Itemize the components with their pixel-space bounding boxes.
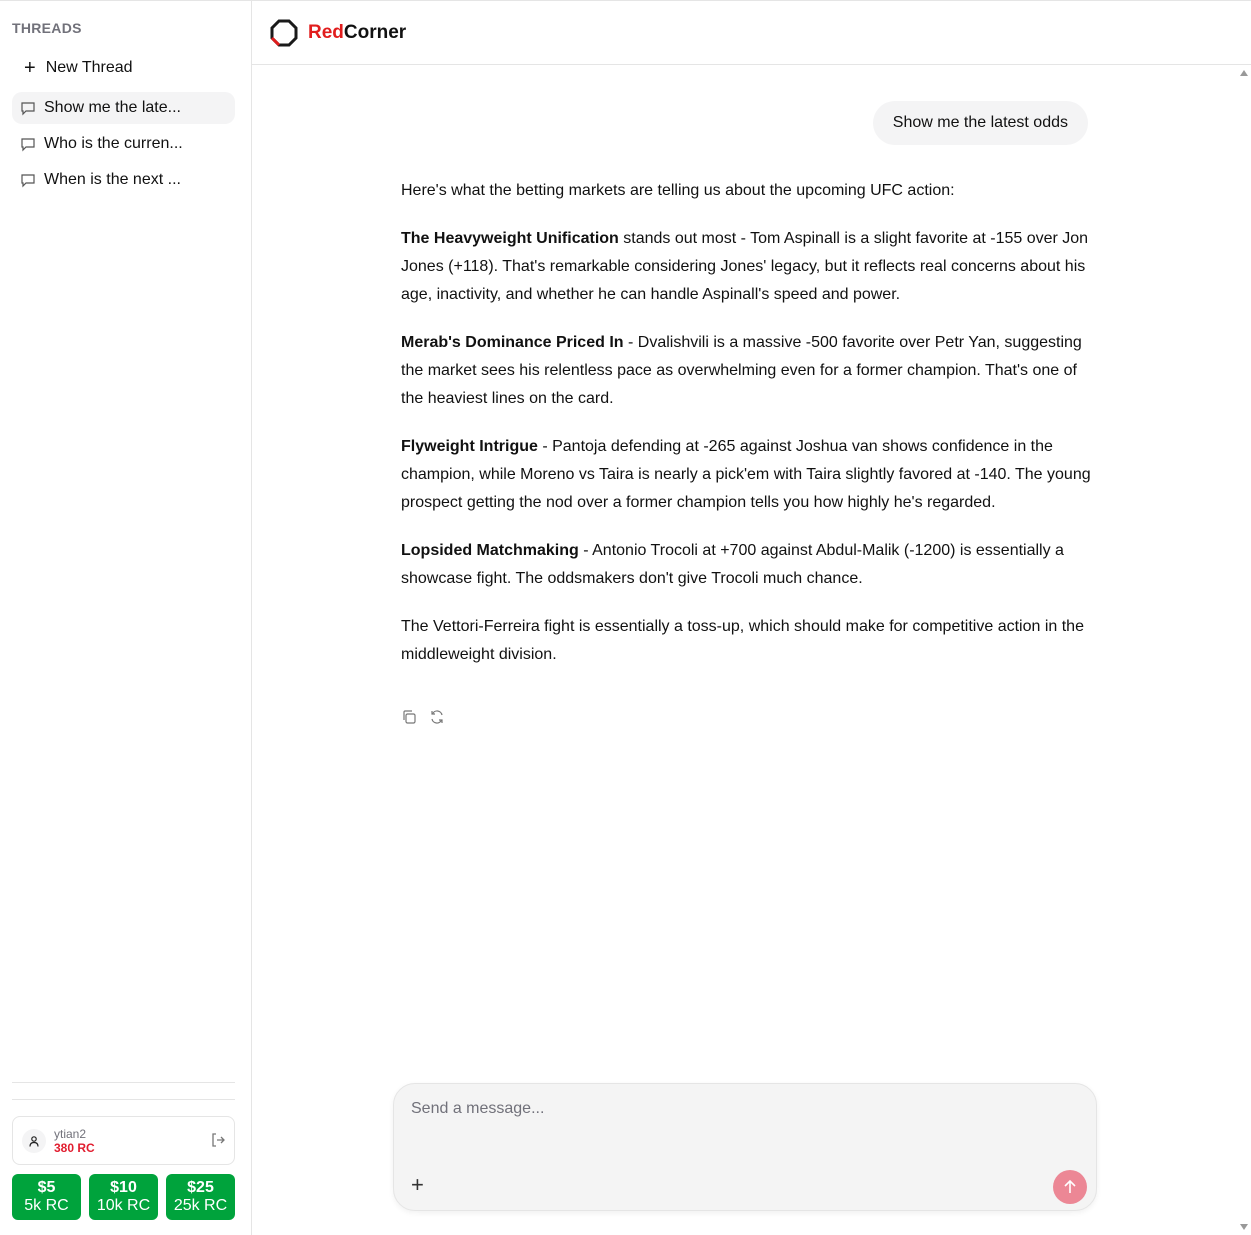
brand-name: RedCorner	[308, 21, 407, 43]
plus-icon: +	[24, 57, 36, 79]
price: $5	[37, 1179, 56, 1196]
section-paragraph: Merab's Dominance Priced In - Dvalishvili is a massive -500 favorite over Petr Yan, suggesting the market sees his relentless pace as overwhelming even for a former champion. That's one of the heaviest lines on the card.	[401, 334, 1082, 407]
scrollbar-up-arrow[interactable]	[1240, 70, 1248, 76]
price: $10	[110, 1179, 137, 1196]
intro-paragraph: Here's what the betting markets are telling us about the upcoming UFC action:	[401, 182, 955, 199]
copy-icon[interactable]	[401, 709, 417, 730]
thread-item[interactable]	[12, 92, 235, 124]
buy-credits-group	[12, 1174, 235, 1220]
new-thread-button[interactable]	[12, 53, 234, 83]
chat-bubble-icon	[20, 172, 36, 188]
arrow-up-icon	[1062, 1179, 1078, 1195]
credit-balance: 380 RC	[54, 1140, 95, 1155]
user-icon	[22, 1129, 46, 1153]
thread-item[interactable]	[12, 164, 235, 196]
thread-item[interactable]	[12, 128, 235, 160]
regenerate-icon[interactable]	[429, 709, 445, 730]
assistant-message	[401, 177, 1091, 689]
section-paragraph: Flyweight Intrigue - Pantoja defending at -265 against Joshua van shows confidence in the champion, while Moreno vs Taira is nearly a pick'em with Taira slightly favored at -140. The young prospect getting the nod over a former champion tells you how highly he's regarded.	[401, 438, 1091, 511]
logout-icon[interactable]	[210, 1132, 226, 1153]
divider	[12, 1099, 235, 1100]
threads-heading: THREADS	[12, 20, 82, 36]
buy-5-button[interactable]	[12, 1174, 81, 1220]
buy-25-button[interactable]	[166, 1174, 235, 1220]
sidebar	[0, 0, 252, 1235]
chat-bubble-icon	[20, 100, 36, 116]
thread-label: When is the next ...	[44, 171, 181, 188]
username: ytian2	[54, 1126, 87, 1141]
logo-octagon-icon	[269, 18, 299, 48]
message-input[interactable]	[411, 1100, 1051, 1140]
new-thread-label: New Thread	[45, 59, 133, 76]
user-message: Show me the latest odds	[873, 101, 1088, 145]
message-composer	[393, 1083, 1097, 1211]
user-card	[12, 1116, 235, 1165]
attach-plus-icon[interactable]: +	[411, 1172, 424, 1197]
outro-paragraph: The Vettori-Ferreira fight is essentially a toss-up, which should make for competitive action in the middleweight division.	[401, 618, 1084, 663]
thread-label: Who is the curren...	[44, 135, 183, 152]
chat-bubble-icon	[20, 136, 36, 152]
send-button[interactable]	[1053, 1170, 1087, 1204]
scrollbar-down-arrow[interactable]	[1240, 1224, 1248, 1230]
amount: 5k RC	[24, 1197, 69, 1214]
buy-10-button[interactable]	[89, 1174, 158, 1220]
section-paragraph: Lopsided Matchmaking - Antonio Trocoli at +700 against Abdul-Malik (-1200) is essentially a showcase fight. The oddsmakers don't give Trocoli much chance.	[401, 542, 1064, 587]
header	[252, 0, 1251, 65]
section-paragraph: The Heavyweight Unification stands out most - Tom Aspinall is a slight favorite at -155 over Jon Jones (+118). That's remarkable considering Jones' legacy, but it reflects real concerns about his age, inactivity, and whether he can handle Aspinall's speed and power.	[401, 230, 1089, 303]
amount: 25k RC	[173, 1197, 228, 1214]
divider	[12, 1082, 235, 1083]
message-actions	[401, 709, 445, 730]
thread-label: Show me the late...	[44, 99, 181, 116]
amount: 10k RC	[96, 1197, 151, 1214]
price: $25	[187, 1179, 214, 1196]
